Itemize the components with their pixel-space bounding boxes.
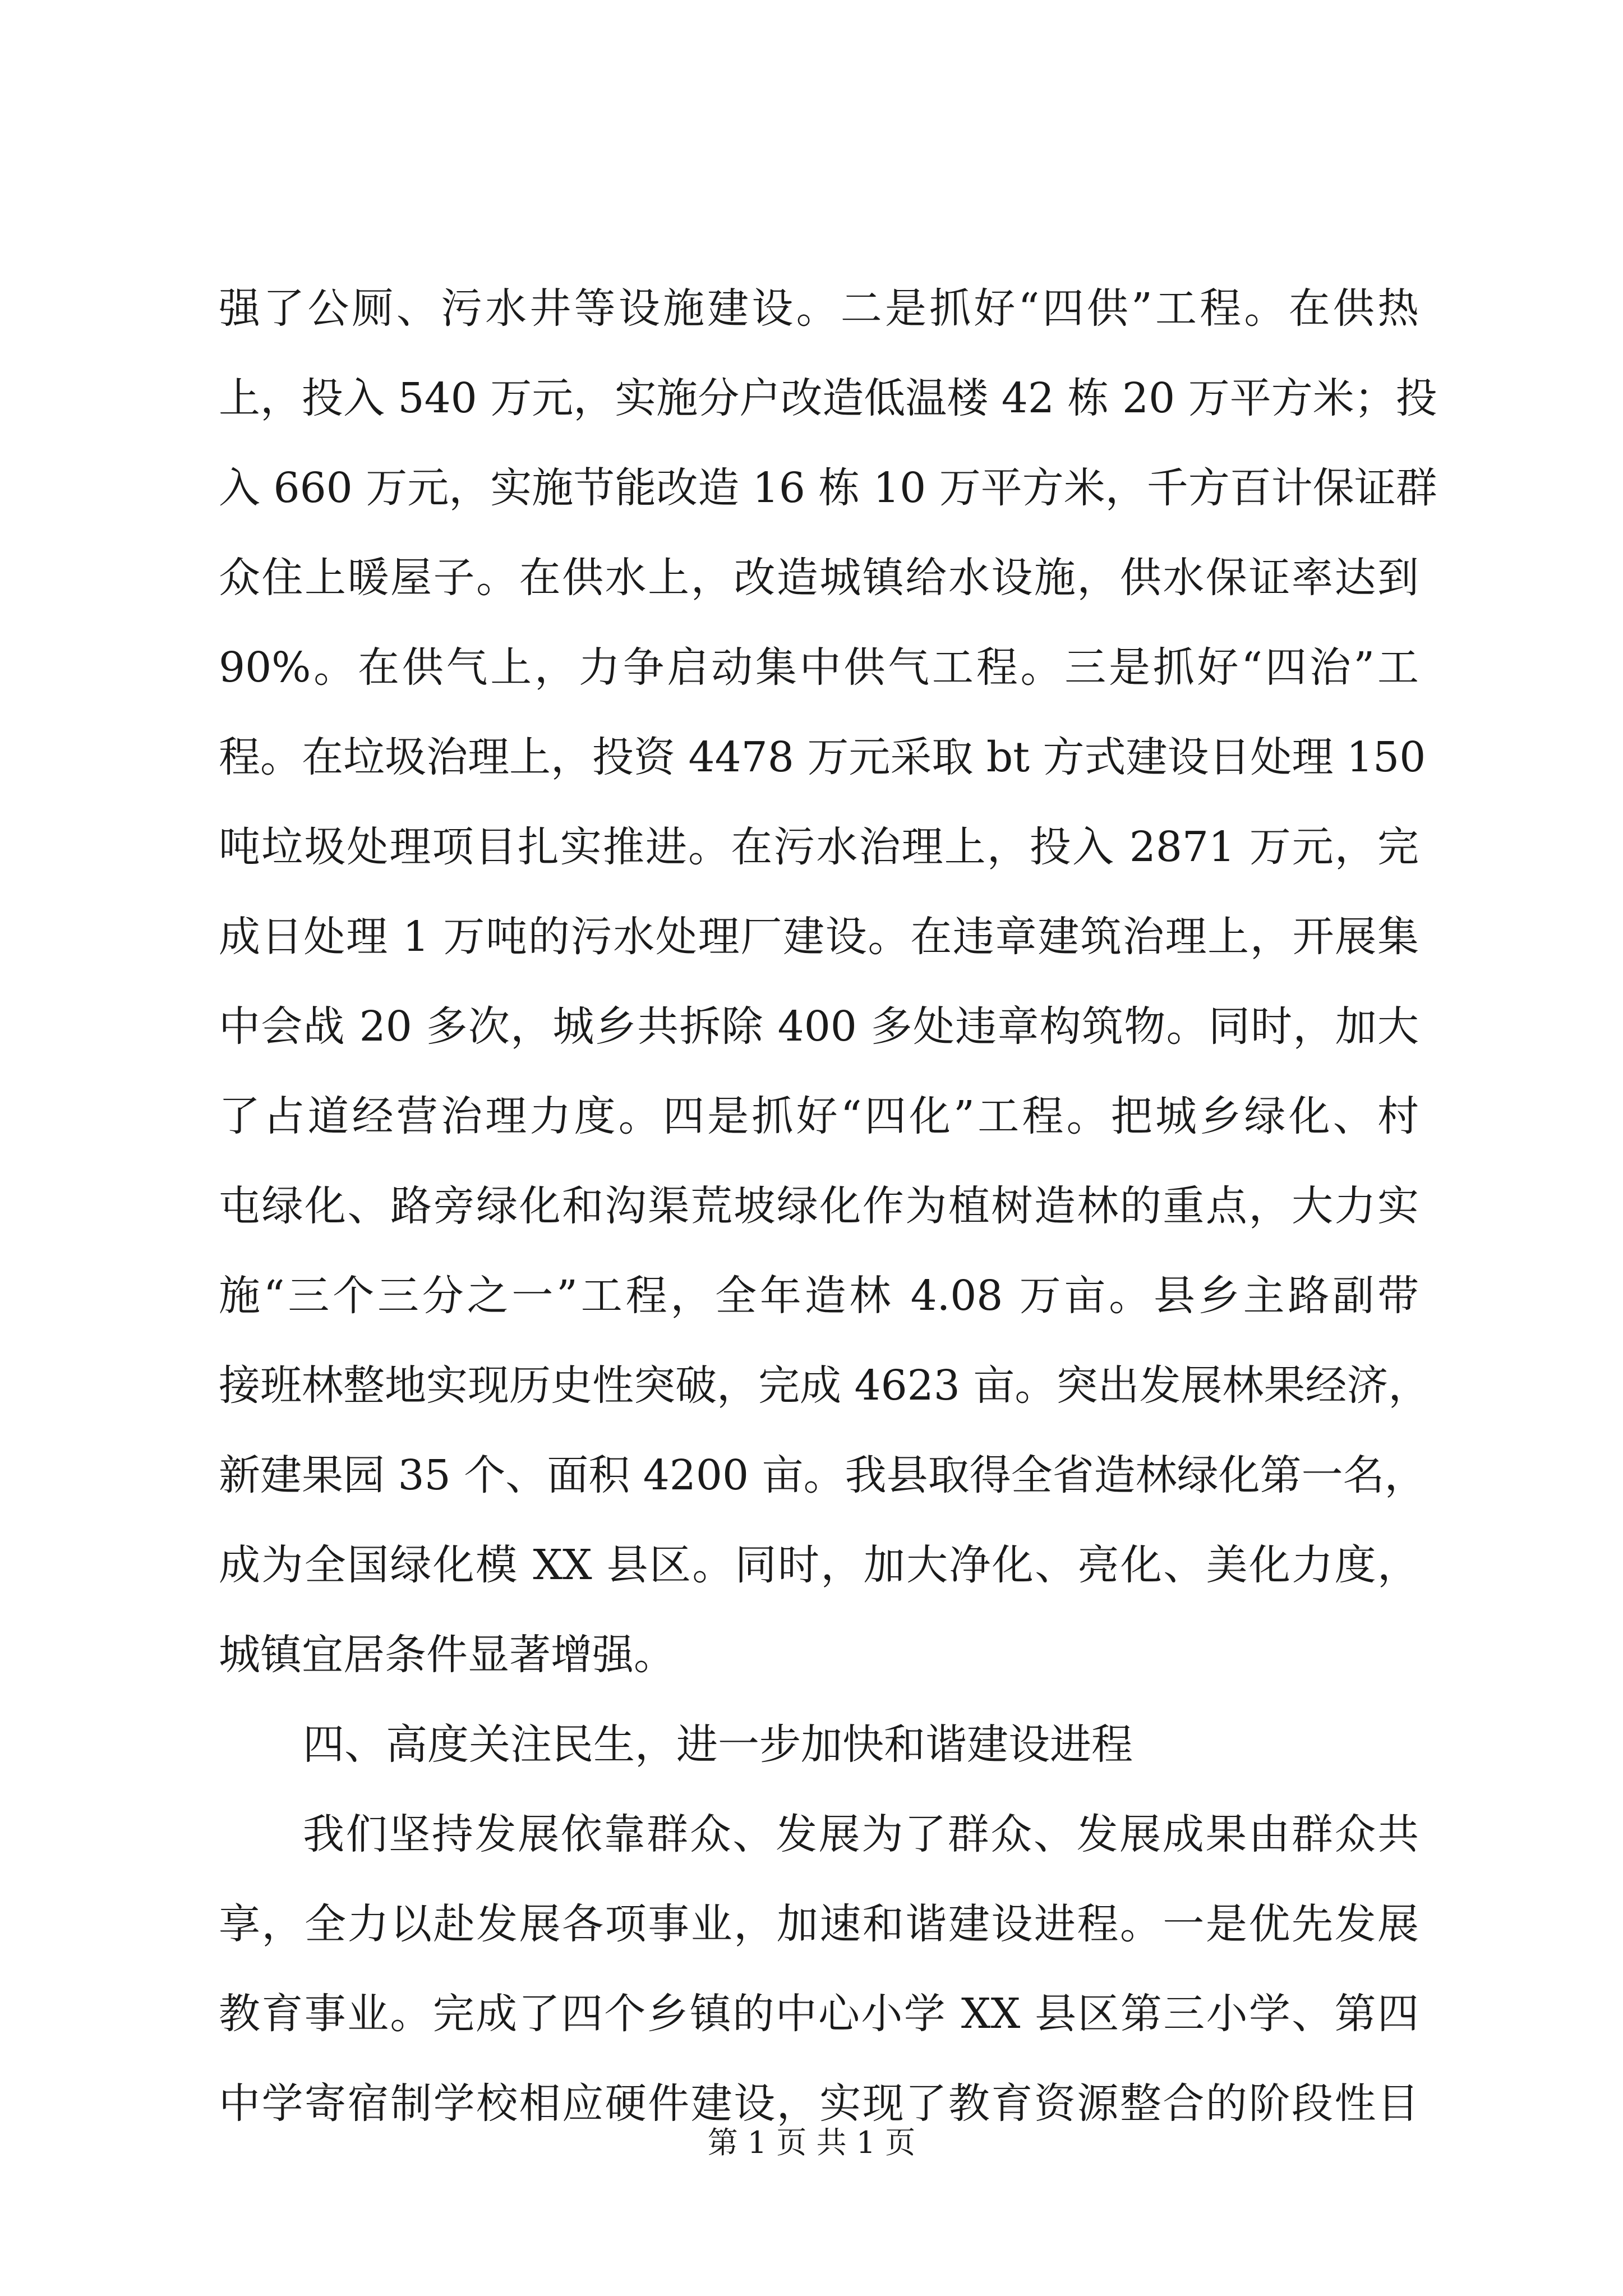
text-line: 成为全国绿化模 XX 县区。同时，加大净化、亮化、美化力度， xyxy=(219,1541,1419,1589)
body-text xyxy=(219,264,1437,2148)
text-line: 屯绿化、路旁绿化和沟渠荒坡绿化作为植树造林的重点，大力实 xyxy=(219,1182,1419,1230)
text-line: 新建果园 35 个、面积 4200 亩。我县取得全省造林绿化第一名， xyxy=(219,1451,1426,1499)
text-line: 90%。在供气上，力争启动集中供气工程。三是抓好“四治”工 xyxy=(219,643,1419,692)
text-line: 教育事业。完成了四个乡镇的中心小学 XX 县区第三小学、第四 xyxy=(219,1990,1419,2038)
text-line: 吨垃圾处理项目扎实推进。在污水治理上，投入 2871 万元，完 xyxy=(219,823,1419,871)
text-line: 程。在垃圾治理上，投资 4478 万元采取 bt 方式建设日处理 150 xyxy=(219,733,1426,781)
text-line: 中学寄宿制学校相应硬件建设，实现了教育资源整合的阶段性目 xyxy=(219,2079,1419,2128)
text-line: 中会战 20 多次，城乡共拆除 400 多处违章构筑物。同时，加大 xyxy=(219,1002,1419,1051)
text-line: 享，全力以赴发展各项事业，加速和谐建设进程。一是优先发展 xyxy=(219,1900,1419,1948)
text-line: 成日处理 1 万吨的污水处理厂建设。在违章建筑治理上，开展集 xyxy=(219,913,1419,961)
page-footer: 第 1 页 共 1 页 xyxy=(707,2125,916,2160)
text-line: 入 660 万元，实施节能改造 16 栋 10 万平方米，千方百计保证群 xyxy=(219,464,1437,512)
text-line: 接班林整地实现历史性突破，完成 4623 亩。突出发展林果经济， xyxy=(219,1361,1430,1410)
section-heading: 四、高度关注民生，进一步加快和谐建设进程 xyxy=(303,1720,1133,1769)
text-line: 了占道经营治理力度。四是抓好“四化”工程。把城乡绿化、村 xyxy=(219,1092,1419,1140)
text-line: 城镇宜居条件显著增强。 xyxy=(219,1631,675,1679)
text-line: 上，投入 540 万元，实施分户改造低温楼 42 栋 20 万平方米；投 xyxy=(219,374,1437,422)
text-line: 我们坚持发展依靠群众、发展为了群众、发展成果由群众共 xyxy=(303,1810,1419,1858)
text-line: 众住上暖屋子。在供水上，改造城镇给水设施，供水保证率达到 xyxy=(219,554,1419,602)
text-line: 施“三个三分之一”工程，全年造林 4.08 万亩。县乡主路副带 xyxy=(219,1272,1419,1320)
text-line: 强了公厕、污水井等设施建设。二是抓好“四供”工程。在供热 xyxy=(219,284,1419,333)
